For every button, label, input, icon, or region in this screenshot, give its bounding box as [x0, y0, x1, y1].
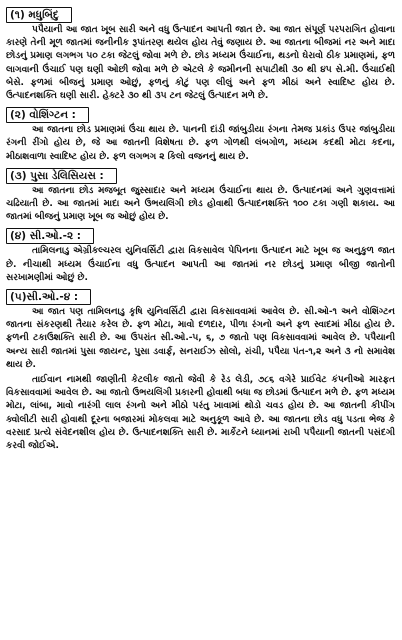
section-madhubindu	[6, 3, 395, 103]
section-co-4	[6, 285, 395, 453]
section-co-2	[6, 224, 395, 285]
section-heading: (૨) વોશિંગ્ટન :	[6, 107, 89, 123]
section-paragraph: તાઈવાન નામથી જાણીતી કેટલીક જાતો જેવી કે રેડ લેડી, ૭૮૬ વગેરે પ્રાઈવેટ કંપનીઓ મારફત વિકસાવવામાં આવેલ છે. આ જાતો ઉભયલિંગી પ્રકારની હોવાથી બધા જ છોડમાં ઉત્પાદન મળે છે. ફળ મધ્યમ મોટા, લાંબા, માવો નારંગી લાલ રંગનો અને મીઠો પરંતુ ખાવામાં થોડો ચવડ હોય છે. આ જાતની કીપીંગ ક્વોલીટી સારી હોવાથી દૂરના બજારમાં મોકલવા માટે અનુકૂળ આવે છે. આ જાતના છોડ વધુ પડતા ભેજ કે વરસાદ પ્રત્યે સંવેદનશીલ હોય છે. ઉત્પાદનશક્તિ સારી છે. માર્કેટને ધ્યાનમાં રાખી પપૈયાની જાતની પસંદગી કરવી જોઈએ.	[6, 375, 395, 452]
section-pusa-delicious	[6, 164, 395, 225]
section-heading: (૫)સી.ઓ.-૪ :	[6, 289, 91, 305]
section-washington	[6, 103, 395, 164]
section-paragraph: પપૈયાની આ જાત ખૂબ સારી અને વધુ ઉત્પાદન આપતી જાત છે. આ જાત સંપૂર્ણ પરપરાગિત હોવાના કારણે તેની મૂળ જાતમાં જનીનીક રૂપાંતરણ થયેલ હોય તેવું જણાય છે. આ જાતના બીજમાં નર અને માદા છોડનું પ્રમાણ લગભગ ૫૦ ટકા જેટલું જોવા મળે છે. છોડ મધ્યમ ઉંચાઈના, થડનો ઘેરાવો ઠીક પ્રમાણમાં, ફળ લાગવાની ઉંચાઈ પણ ઘણી ઓછી જોવા મળે છે એટલે કે જમીનની સપાટીથી ૩૦ થી ૪૫ સે.મી. ઉંચાઈથી બેસે. ફળમાં બીજનું પ્રમાણ ઓછું, ફળનું કોટું પણ લીલું અને ફળ મીઠાં અને સ્વાદિષ્ટ હોય છે. ઉત્પાદનશક્તિ ઘણી સારી. હેક્ટરે ૩૦ થી ૩૫ ટન જેટલું ઉત્પાદન મળે છે.	[6, 25, 395, 102]
section-paragraph: તામિલનાડુ એગ્રીકલ્ચરલ યુનિવર્સિટી દ્વારા વિકસાવેલ પેપિનના ઉત્પાદન માટે ખૂબ જ અનુકુળ જાત છે. નીચાથી મધ્યમ ઉંચાઈના વધુ ઉત્પાદન આપતી આ જાતમાં નર છોડનું પ્રમાણ બીજી જાતોની સરખામણીમાં ઓછું છે.	[6, 246, 395, 283]
section-paragraph: આ જાતના છોડ મજબૂત જુસ્સાદાર અને મધ્યમ ઉંચાઈના થાય છે. ઉત્પાદનમાં અને ગુણવત્તામાં ચઢિયાતી છે. આ જાતમાં માદા અને ઉભયલિંગી છોડ હોવાથી ઉત્પાદનશક્તિ ૧૦૦ ટકા ગણી શકાય. આ જાતમાં બીજનું પ્રમાણ ખૂબ જ ઓછું હોય છે.	[6, 185, 395, 223]
section-heading: (૩) પુસા ડેલિસિયસ :	[6, 168, 117, 184]
section-heading: (૧) મધુબિંદુ	[6, 7, 72, 23]
section-heading: (૪) સી.ઓ.-૨ :	[6, 228, 94, 244]
section-paragraph: આ જાત પણ તામિલનાડુ કૃષિ યુનિવર્સિટી દ્વારા વિકસાવવામાં આવેલ છે. સી.ઓ-૧ અને વોશિંગ્ટન જાતના સંકરણથી તૈયાર કરેલ છે. ફળ મોટા, માવો દળદાર, પીળા રંગનો અને ફળ સ્વાદમાં મીઠા હોય છે. ફળની ટકાઉશક્તિ સારી છે. આ ઉપરાંત સી.ઓ.-૫, ૬, ૭ જાતો પણ વિકસાવવામાં આવેલ છે. પપૈયાની અન્ય સારી જાતમાં પુસા જાયન્ટ, પુસા ડવાર્ફ, સનરાઈઝ સોલો, રાંચી, પપૈયા પંત-૧,૨ અને ૩ નો સમાવેશ થાય છે.	[6, 307, 395, 370]
section-paragraph: આ જાતના છોડ પ્રમાણમાં ઉંચા થાય છે. પાનની દાંડી જાંબુડીયા રંગના તેમજ પ્રકાંડ ઉપર જાંબુડીયા રંગની રીંગો હોય છે, જે આ જાતની વિશેષતા છે. ફળ ગોળથી લંબગોળ, મધ્યમ કદથી મોટા કદના, મીઠાશવાળા સ્વાદિષ્ટ હોય છે. ફળ લગભગ ૨ કિલો વજનનું થાય છે.	[6, 125, 395, 162]
